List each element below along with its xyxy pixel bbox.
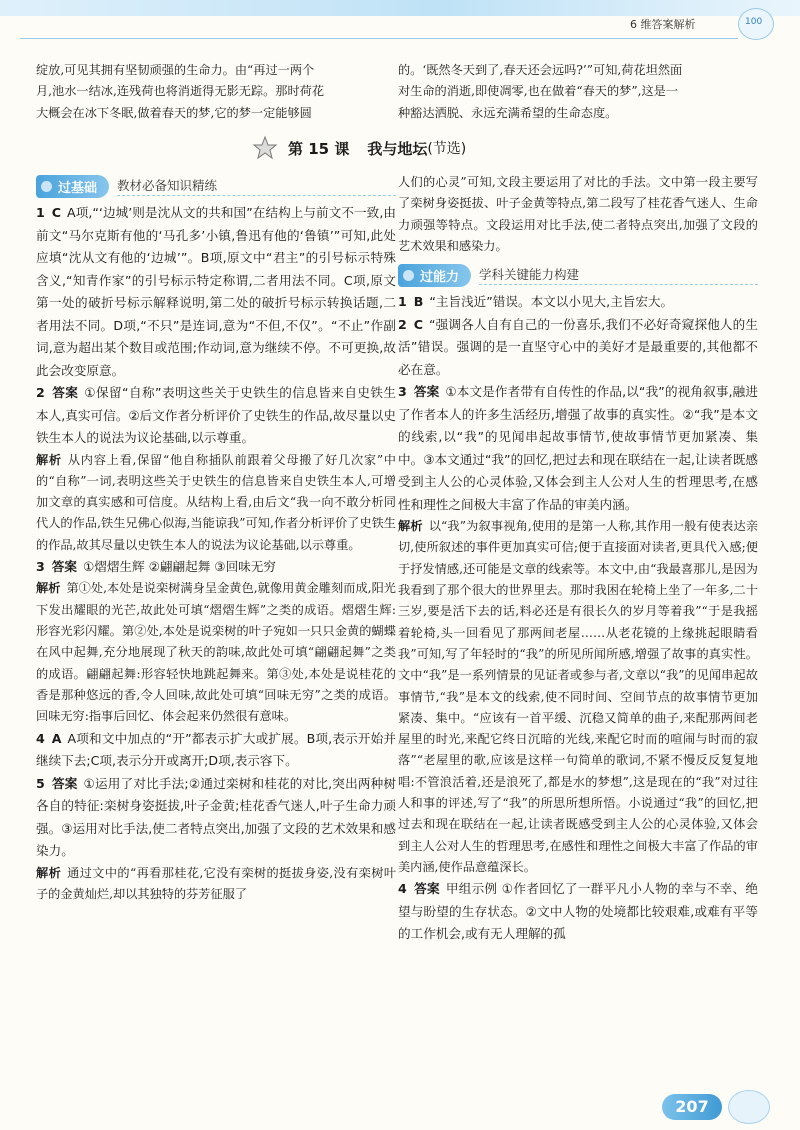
right-answer-list [398,291,758,946]
item-number: 1 [398,294,407,310]
item-label: 答案 [51,558,77,574]
header-stripe [0,0,800,16]
answer-item [398,314,758,382]
section-ability-title: 过能力 [398,264,471,287]
answer-item [398,878,758,946]
item-label: 解析 [36,581,61,596]
left-column [36,60,396,124]
lesson-title [252,136,466,160]
left-answer-list [36,202,396,905]
answer-item [36,202,396,382]
item-label: 答案 [51,385,79,400]
left-column-main [36,172,396,905]
item-label: 解析 [36,865,62,880]
item-text: “主旨浅近”错误。本文以小见大,主旨宏大。 [429,294,674,310]
answer-item [36,728,396,773]
item-text: 从内容上看,保留“他自称插队前跟着父母搬了好几次家”中的“自称”一词,表明这些关于史铁生的信息皆来自史铁生本人,可增加文章的真实感和可信度。从结构上看,由后文“我一向不敢分析同代人的作品,铁生兄佛心似海,当能谅我”可知,作者分析评价了史铁生的作品,故其尽量以史铁生本人的说法为议论基础,以示尊重。 [36,452,396,552]
item-text: 以“我”为叙事视角,使用的是第一人称,其作用一般有使表达亲切,使所叙述的事件更加真实可信;便于直接面对读者,更具代入感;便于抒发情感,还可能是文章的线索等。本文中,由“我最喜那儿,是因为我看到了那个很大的世界里去。那时我困在轮椅上坐了一年多,二十三岁,要是活下去的话,料必还是有很长久的岁月等着我”“于是我摇着轮椅,头一回看见了那两间老屋……从老花镜的上缘挑起眼睛看我”可知,写了年轻时的“我”的所见所闻所感,增强了故事的真实性。文中“我”是一系列情景的见证者或参与者,文章以“我”的见闻串起故事情节,“我”是本文的线索,使不同时间、空间节点的故事情节更加紧凑、集中。“应该有一首平缓、沉稳又简单的曲子,来配那两间老屋里的时光,来配它终日沉暗的光线,来配它时而的喧闹与时而的寂落”“老屋里的歌,应该是这样一句简单的歌词,不紧不慢反反复复地唱:不管浪活着,还是浪死了,都是水的梦想”,这是现在的“我”对过往人和事的评述,写了“我”的所思所想所悟。小说通过“我”的回忆,把过去和现在联结在一起,让读者既感受到主人公的心灵体验,又体会到主人公对人生的哲理思考,在感性和理性之间极大丰富了作品的审美内涵,使作品意蕴深长。 [398,519,759,874]
section-basic [36,174,396,198]
item-text: ①熠熠生辉 ②翩翩起舞 ③回味无穷 [82,558,276,574]
item-number: 4 [36,730,45,746]
item-text: 通过文中的“再看那桂花,它没有栾树的挺拔身姿,没有栾树叶子的金黄灿烂,却以其独特的芬芳征服了 [36,865,397,901]
item-text: A项,“‘边城’则是沈从文的共和国”在结构上与前文不一致,由前文“马尔克斯有他的‘马孔多’小镇,鲁迅有他的‘鲁镇’”可知,此处应填“沈从文有他的‘边城’”。B项,原文中“君主”的引号标示特殊含义,“知青作家”的引号标示特定称谓,二者用法不同。C项,原文第一处的破折号标示解释说明,第二处的破折号标示转换话题,二者用法不同。D项,“不只”是连词,意为“不但,不仅”。“不止”作副词,意为超出某个数目或范围;作动词,意为继续不停。不可更换,故此会改变原意。 [36,205,396,378]
right-column [398,60,758,124]
answer-item [398,516,758,878]
header-badge-icon: 100 [738,8,774,40]
item-text: 第①处,本处是说栾树满身呈金黄色,就像用黄金雕刻而成,阳光下发出耀眼的光芒,故此处可填“熠熠生辉”之类的成语。熠熠生辉:形容光彩闪耀。第②处,本处是说栾树的叶子宛如一只只金黄的蝴蝶在风中起舞,充分地展现了秋天的韵味,故此处可填“翩翩起舞”之类的成语。翩翩起舞:形容轻快地跳起舞来。第③处,本处是说桂花的香是那种悠远的香,令人回味,故此处可填“回味无穷”之类的成语。回味无穷:指事后回忆、体会起来仍然很有意味。 [36,581,396,724]
choice-answer: C [413,316,424,332]
item-label: 解析 [36,452,62,467]
answer-item [36,863,396,906]
answer-item [36,578,396,727]
mascot-icon [728,1090,770,1124]
right-continuation: 人们的心灵”可知,文段主要运用了对比的手法。文中第一段主要写了栾树身姿挺拔、叶子金黄等特点,第二段写了桂花香气迷人、生命力顽强等特点。文段运用对比手法,使二者特点突出,加强了文段的艺术效果和感染力。 [398,175,758,253]
left-top-continuation [36,60,396,124]
item-number: 3 [398,384,407,400]
choice-answer: B [413,294,424,310]
item-number: 5 [36,775,45,791]
item-text: “强调各人自有自己的一份喜乐,我们不必好奇窥探他人的生活”错误。强调的是一直坚守心中的美好才是最重要的,其他都不必在意。 [398,316,758,377]
item-number: 2 [36,385,45,400]
right-column-main [398,172,758,946]
item-number: 4 [398,881,407,897]
star-icon [252,135,278,161]
lesson-name: 我与地坛 [367,139,428,158]
item-text: 甲组示例 ①作者回忆了一群平凡小人物的幸与不幸、绝望与盼望的生存状态。②文中人物的处境都比较艰难,或难有平等的工作机会,或有无人理解的孤 [398,881,759,942]
item-label: 解析 [398,519,423,534]
choice-answer: C [51,205,62,220]
section-basic-subtitle: 教材必备知识精练 [117,176,396,196]
text-line: 月,池水一结冰,连残荷也将消逝得无影无踪。那时荷花 [36,84,325,99]
answer-item [398,291,758,314]
item-text: ①本文是作者带有自传性的作品,以“我”的视角叙事,融进了作者本人的许多生活经历,增强了故事的真实性。②“我”是本文的线索,以“我”的见闻串起故事情节,使故事情节更加紧凑、集中。③本文通过“我”的回忆,把过去和现在联结在一起,让读者既感受到主人公的心灵体验,又体会到主人公对人生的哲理思考,在感性和理性之间极大丰富了作品的审美内涵。 [398,384,758,512]
item-number: 1 [36,205,45,220]
lesson-number: 第 15 课 [288,139,350,158]
item-label: 答案 [413,881,440,897]
item-label: 答案 [51,775,78,791]
text-line: 对生命的消逝,即使凋零,也在做着“春天的梦”,这是一 [398,84,679,99]
section-ability-subtitle: 学科关键能力构建 [479,265,758,285]
item-label: 答案 [413,384,440,400]
answer-item [36,382,396,450]
text-line: 种豁达洒脱、永远充满希望的生命态度。 [398,105,618,120]
choice-answer: A [51,730,62,746]
item-number: 2 [398,316,407,332]
page-number: 207 [662,1094,722,1120]
text-line: 绽放,可见其拥有坚韧顽强的生命力。由“再过一两个 [36,63,315,77]
answer-item [398,381,758,516]
text-line: 大概会在冰下冬眠,做着春天的梦,它的梦一定能够圆 [36,105,312,120]
section-basic-title: 过基础 [36,175,109,198]
header-divider [20,38,738,39]
item-text: ①运用了对比手法;②通过栾树和桂花的对比,突出两种树各自的特征:栾树身姿挺拔,叶子金黄;桂花香气迷人,叶子生命力顽强。③运用对比手法,使二者特点突出,加强了文段的艺术效果和感染力。 [36,775,397,859]
section-ability [398,263,758,287]
answer-item [36,773,396,863]
item-number: 3 [36,558,45,574]
item-text: ①保留“自称”表明这些关于史铁生的信息皆来自史铁生本人,真实可信。②后文作者分析评价了史铁生的作品,故尽量以史铁生本人的说法为议论基础,以示尊重。 [36,385,396,445]
lesson-suffix: (节选) [427,141,467,157]
header-label: 6 维答案解析 [630,18,696,31]
item-text: A项和文中加点的“开”都表示扩大或扩展。B项,表示开始并继续下去;C项,表示分开或离开;D项,表示容下。 [36,730,396,769]
text-line: 的。‘既然冬天到了,春天还会远吗?’”可知,荷花坦然面 [398,63,683,77]
answer-item [36,450,396,556]
answer-item [36,556,396,579]
